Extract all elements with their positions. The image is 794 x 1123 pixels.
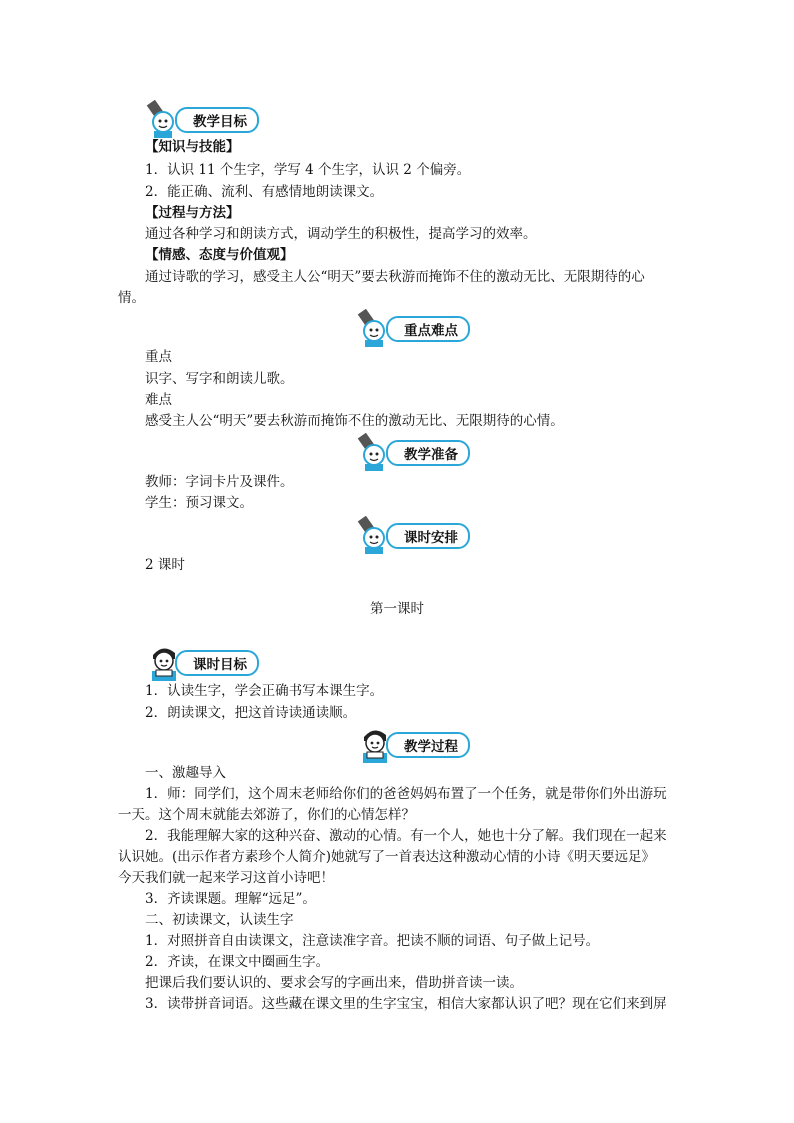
key-line: 感受主人公“明天”要去秋游而掩饰不住的激动无比、无限期待的心情。: [145, 413, 564, 429]
key-heading: 重点: [145, 349, 172, 365]
process-line: 今天我们就一起来学习这首小诗吧！: [118, 870, 334, 886]
pencil-kid-icon: [356, 309, 400, 349]
process-line: 2．我能理解大家的这种兴奋、激动的心情。有一个人，她也十分了解。我们现在一起来: [145, 828, 667, 844]
pencil-kid-icon: [356, 516, 400, 556]
section-title: 教学过程: [386, 732, 470, 758]
key-heading: 难点: [145, 392, 172, 408]
goals-line: 2．能正确、流利、有感情地朗读课文。: [145, 184, 384, 200]
prep-student: 学生：预习课文。: [145, 495, 253, 511]
schedule-value: 2 课时: [145, 557, 185, 573]
section-title: 教学目标: [175, 107, 259, 133]
process-line: 2．齐读，在课文中圈画生字。: [145, 954, 330, 970]
process-line: 认识她。(出示作者方素珍个人简介)她就写了一首表达这种激动心情的小诗《明天要远足》: [118, 849, 656, 865]
section-banner-schedule: [356, 524, 470, 548]
process-line: 把课后我们要认识的、要求会写的字画出来，借助拼音读一读。: [145, 975, 523, 991]
section-title: 课时目标: [175, 650, 259, 676]
goals-line: 情。: [118, 290, 145, 306]
lesson-goal-line: 1．认读生字，学会正确书写本课生字。: [145, 683, 384, 699]
section-banner-key-points: [356, 317, 470, 341]
section-title: 重点难点: [386, 316, 470, 342]
process-line: 一天。这个周末就能去郊游了，你们的心情怎样？: [118, 807, 415, 823]
key-line: 识字、写字和朗读儿歌。: [145, 371, 294, 387]
goals-heading-process: 【过程与方法】: [145, 205, 240, 221]
lesson-goal-line: 2．朗读课文，把这首诗读通读顺。: [145, 705, 357, 721]
goals-line: 1．认识 11 个生字，学写 4 个生字，认识 2 个偏旁。: [145, 162, 471, 178]
goals-line: 通过诗歌的学习，感受主人公“明天”要去秋游而掩饰不住的激动无比、无限期待的心: [145, 269, 645, 285]
pencil-kid-icon: [145, 100, 189, 140]
goals-line: 通过各种学习和朗读方式，调动学生的积极性，提高学习的效率。: [145, 226, 537, 242]
process-line: 1．师：同学们，这个周末老师给你们的爸爸妈妈布置了一个任务，就是带你们外出游玩: [145, 786, 667, 802]
section-title: 教学准备: [386, 440, 470, 466]
section-title: 课时安排: [386, 523, 470, 549]
section-banner-preparation: [356, 441, 470, 465]
process-section-heading: 一、激趣导入: [145, 765, 226, 781]
pencil-kid-icon: [356, 433, 400, 473]
boy-reading-icon: [145, 643, 189, 683]
section-banner-lesson-goals: [145, 651, 259, 675]
process-line: 3．齐读课题。理解“远足”。: [145, 891, 316, 907]
section-banner-goals: [145, 108, 259, 132]
section-banner-process: [356, 733, 470, 757]
goals-heading-knowledge: 【知识与技能】: [145, 139, 240, 155]
process-line: 1．对照拼音自由读课文，注意读准字音。把读不顺的词语、句子做上记号。: [145, 933, 600, 949]
boy-reading-icon: [356, 725, 400, 765]
process-line: 3．读带拼音词语。这些藏在课文里的生字宝宝，相信大家都认识了吧？现在它们来到屏: [145, 996, 667, 1012]
process-section-heading: 二、初读课文，认读生字: [145, 912, 294, 928]
goals-heading-emotion: 【情感、态度与价值观】: [145, 247, 294, 263]
lesson-title: 第一课时: [370, 601, 424, 617]
prep-teacher: 教师：字词卡片及课件。: [145, 474, 294, 490]
